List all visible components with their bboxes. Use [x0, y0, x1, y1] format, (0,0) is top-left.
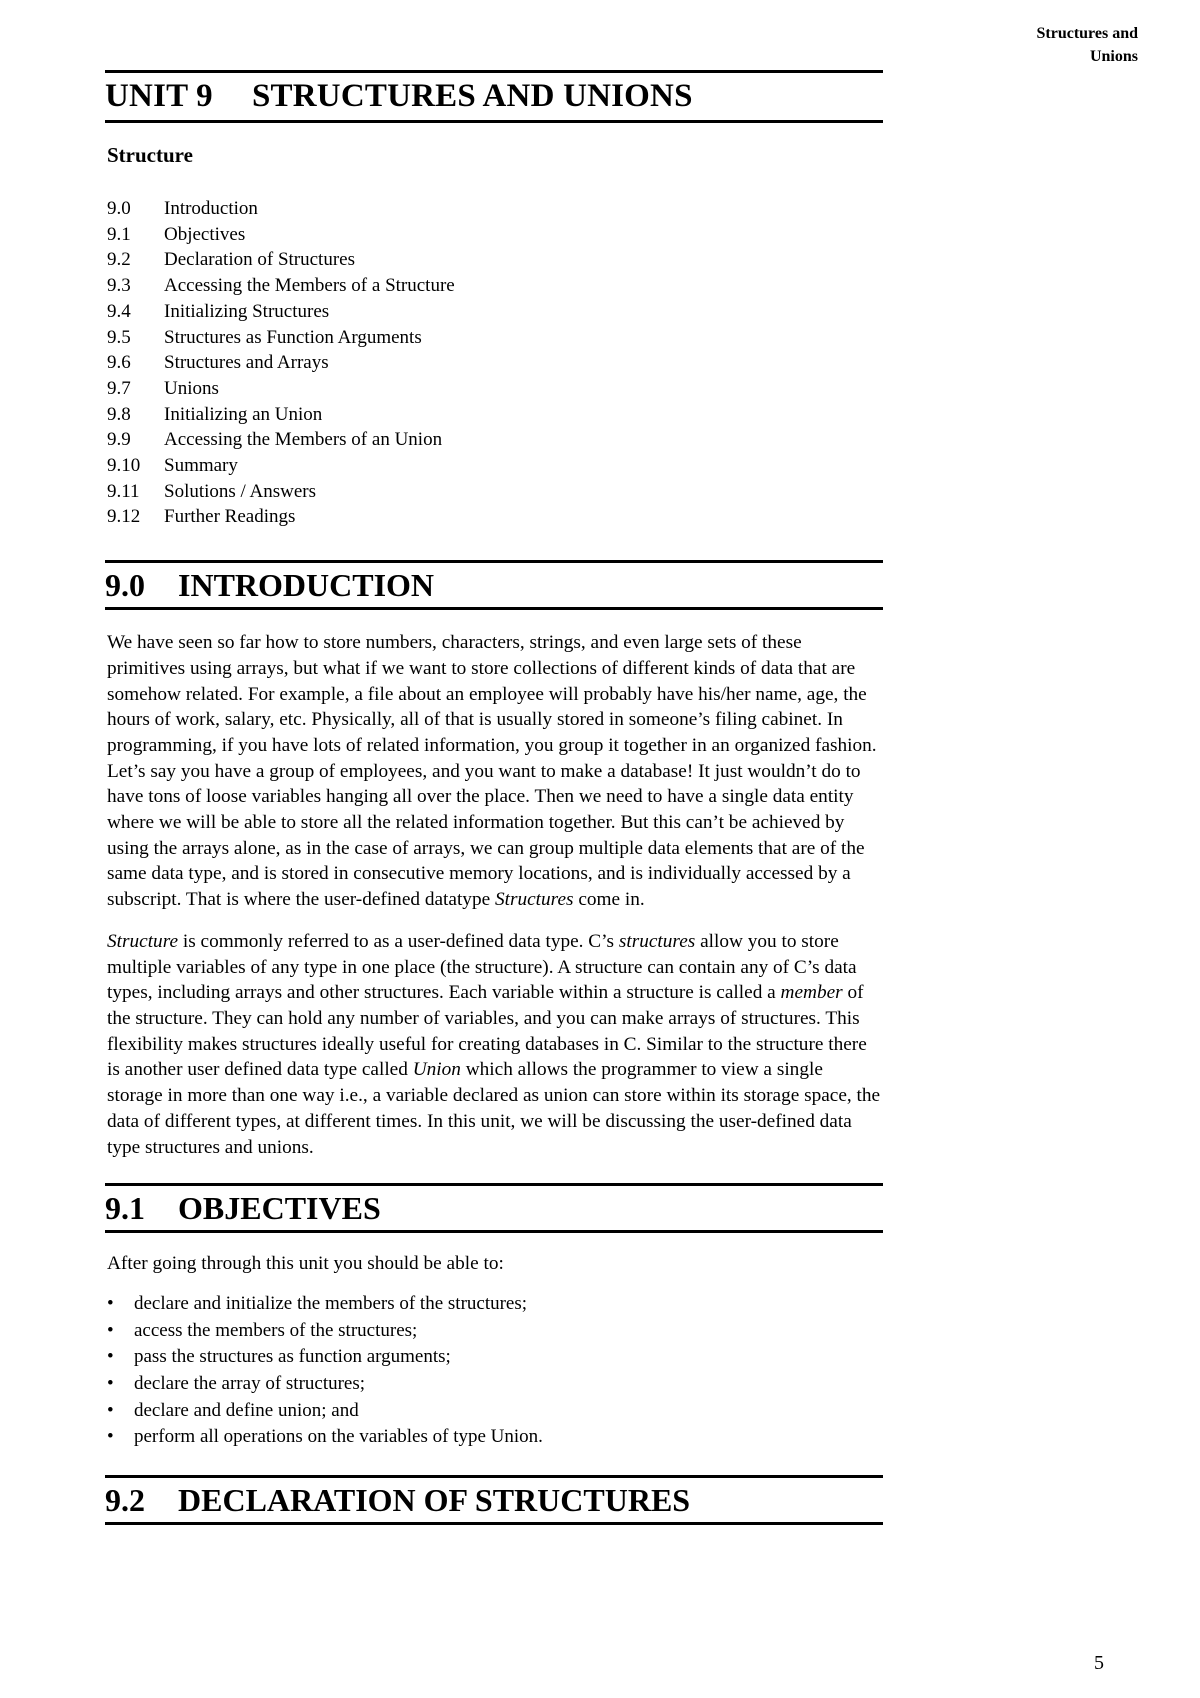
toc-title: Accessing the Members of a Structure — [164, 275, 455, 297]
toc-title: Introduction — [164, 198, 258, 219]
intro-paragraph-2 — [107, 929, 883, 1160]
toc-number: 9.9 — [107, 429, 131, 451]
text-run: of the structure. They can hold any number of variables, and you can make arrays of structures. This flexibility makes structures ideally useful for creating databases in C. Similar to the structure there is another user defined data type called — [107, 982, 867, 1081]
emphasis: Union — [412, 1059, 461, 1081]
section-heading-declaration — [105, 1475, 883, 1525]
section-heading-introduction — [105, 560, 883, 610]
toc-title: Summary — [164, 455, 238, 477]
toc-number: 9.5 — [107, 326, 131, 348]
toc-title: Initializing Structures — [164, 300, 330, 322]
structure-label: Structure — [107, 143, 193, 167]
list-item-text: declare the array of structures; — [134, 1373, 366, 1395]
section-title: INTRODUCTION — [178, 566, 435, 603]
toc-title: Unions — [164, 377, 219, 399]
section-number: 9.2 — [105, 1481, 145, 1518]
toc-item — [107, 479, 883, 505]
text-run: which allows the programmer to view a single storage in more than one way i.e., a variable declared as union can store within its storage space, the data of different types, at different times. In this unit, we will be discussing the user-defined data type structures and unions. — [107, 1059, 881, 1158]
toc-title: Objectives — [164, 223, 246, 245]
toc-number: 9.3 — [107, 275, 131, 297]
toc-number: 9.10 — [107, 455, 141, 477]
text-run: allow you to store multiple variables of any type in one place (the structure). A structure can contain any of C’s data types, including arrays and other structures. Each variable within a structure is called a — [107, 930, 857, 1004]
toc-item — [107, 247, 883, 273]
toc-number: 9.2 — [107, 249, 131, 271]
toc-item — [107, 196, 883, 222]
toc-title: Further Readings — [164, 506, 296, 528]
toc-item — [107, 299, 883, 325]
toc-item — [107, 273, 883, 299]
toc-number: 9.7 — [107, 377, 131, 399]
section-title: DECLARATION OF STRUCTURES — [178, 1481, 691, 1518]
bullet-icon: • — [107, 1319, 114, 1341]
section-title: OBJECTIVES — [178, 1189, 381, 1226]
list-item-text: declare and define union; and — [134, 1399, 359, 1421]
list-item-text: declare and initialize the members of the structures; — [134, 1292, 528, 1314]
section-heading-objectives — [105, 1183, 883, 1233]
emphasis: Structures — [494, 889, 574, 911]
toc-number: 9.4 — [107, 300, 131, 322]
toc-title: Initializing an Union — [164, 403, 323, 425]
bullet-icon: • — [107, 1346, 114, 1368]
toc-number: 9.6 — [107, 352, 131, 374]
emphasis: member — [780, 982, 843, 1004]
page-number: 5 — [1094, 1652, 1104, 1674]
list-item-text: perform all operations on the variables of type Union. — [134, 1426, 543, 1448]
text-run: is commonly referred to as a user-defined data type. C’s — [178, 930, 619, 952]
list-item — [107, 1424, 883, 1451]
list-item-text: access the members of the structures; — [134, 1319, 418, 1341]
intro-paragraph-1 — [107, 630, 883, 913]
toc-number: 9.8 — [107, 403, 131, 425]
toc-item — [107, 376, 883, 402]
toc-item — [107, 350, 883, 376]
toc-number: 9.12 — [107, 506, 141, 528]
toc-title: Structures as Function Arguments — [164, 326, 422, 348]
bullet-icon: • — [107, 1292, 114, 1314]
toc-item — [107, 427, 883, 453]
running-head-line1: Structures and — [1036, 25, 1138, 42]
list-item — [107, 1371, 883, 1398]
unit-heading — [105, 70, 883, 123]
bullet-icon: • — [107, 1426, 114, 1448]
unit-number: UNIT 9 — [105, 78, 213, 114]
toc-number: 9.11 — [107, 480, 140, 502]
list-item — [107, 1398, 883, 1425]
emphasis: Structure — [107, 930, 179, 952]
toc-number: 9.0 — [107, 198, 131, 219]
objectives-lead: After going through this unit you should be able to: — [107, 1253, 504, 1275]
toc-title: Accessing the Members of an Union — [164, 429, 443, 451]
running-head — [1037, 22, 1139, 68]
text-run: We have seen so far how to store numbers, characters, strings, and even large sets of these primitives using arrays, but what if we want to store collections of different kinds of data that are somehow related. For example, a file about an employee will probably have his/her name, age, the hours of work, salary, etc. Physically, all of that is usually stored in someone’s filing cabinet. In programming, if you have lots of related information, you group it together in an organized fashion. Let’s say you have a group of employees, and you want to make a database! It just wouldn’t do to have tons of loose variables hanging all over the place. Then we need to have a single data entity where we will be able to store all the related information together. But this can’t be achieved by using the arrays alone, as in the case of arrays, we can group multiple data elements that are of the same data type, and is stored in consecutive memory locations, and is individually accessed by a subscript. That is where the user-defined datatype — [107, 632, 877, 911]
objectives-list — [107, 1291, 883, 1451]
text-run: come in. — [573, 889, 645, 911]
bullet-icon: • — [107, 1399, 114, 1421]
toc-item — [107, 453, 883, 479]
toc-item — [107, 504, 883, 530]
toc-title: Declaration of Structures — [164, 249, 355, 271]
toc-title: Structures and Arrays — [164, 352, 329, 374]
toc-title: Solutions / Answers — [164, 480, 317, 502]
toc-item — [107, 402, 883, 428]
running-head-line2: Unions — [1089, 48, 1138, 65]
unit-title: STRUCTURES AND UNIONS — [252, 78, 693, 114]
toc-number: 9.1 — [107, 223, 131, 245]
emphasis: structures — [618, 930, 696, 952]
list-item — [107, 1291, 883, 1318]
list-item — [107, 1318, 883, 1345]
list-item-text: pass the structures as function arguments; — [134, 1346, 451, 1368]
section-number: 9.0 — [105, 566, 145, 603]
list-item — [107, 1344, 883, 1371]
toc-item — [107, 222, 883, 248]
section-number: 9.1 — [105, 1189, 145, 1226]
page-content — [107, 70, 883, 1525]
toc-item — [107, 325, 883, 351]
bullet-icon: • — [107, 1373, 114, 1395]
table-of-contents — [107, 196, 883, 530]
